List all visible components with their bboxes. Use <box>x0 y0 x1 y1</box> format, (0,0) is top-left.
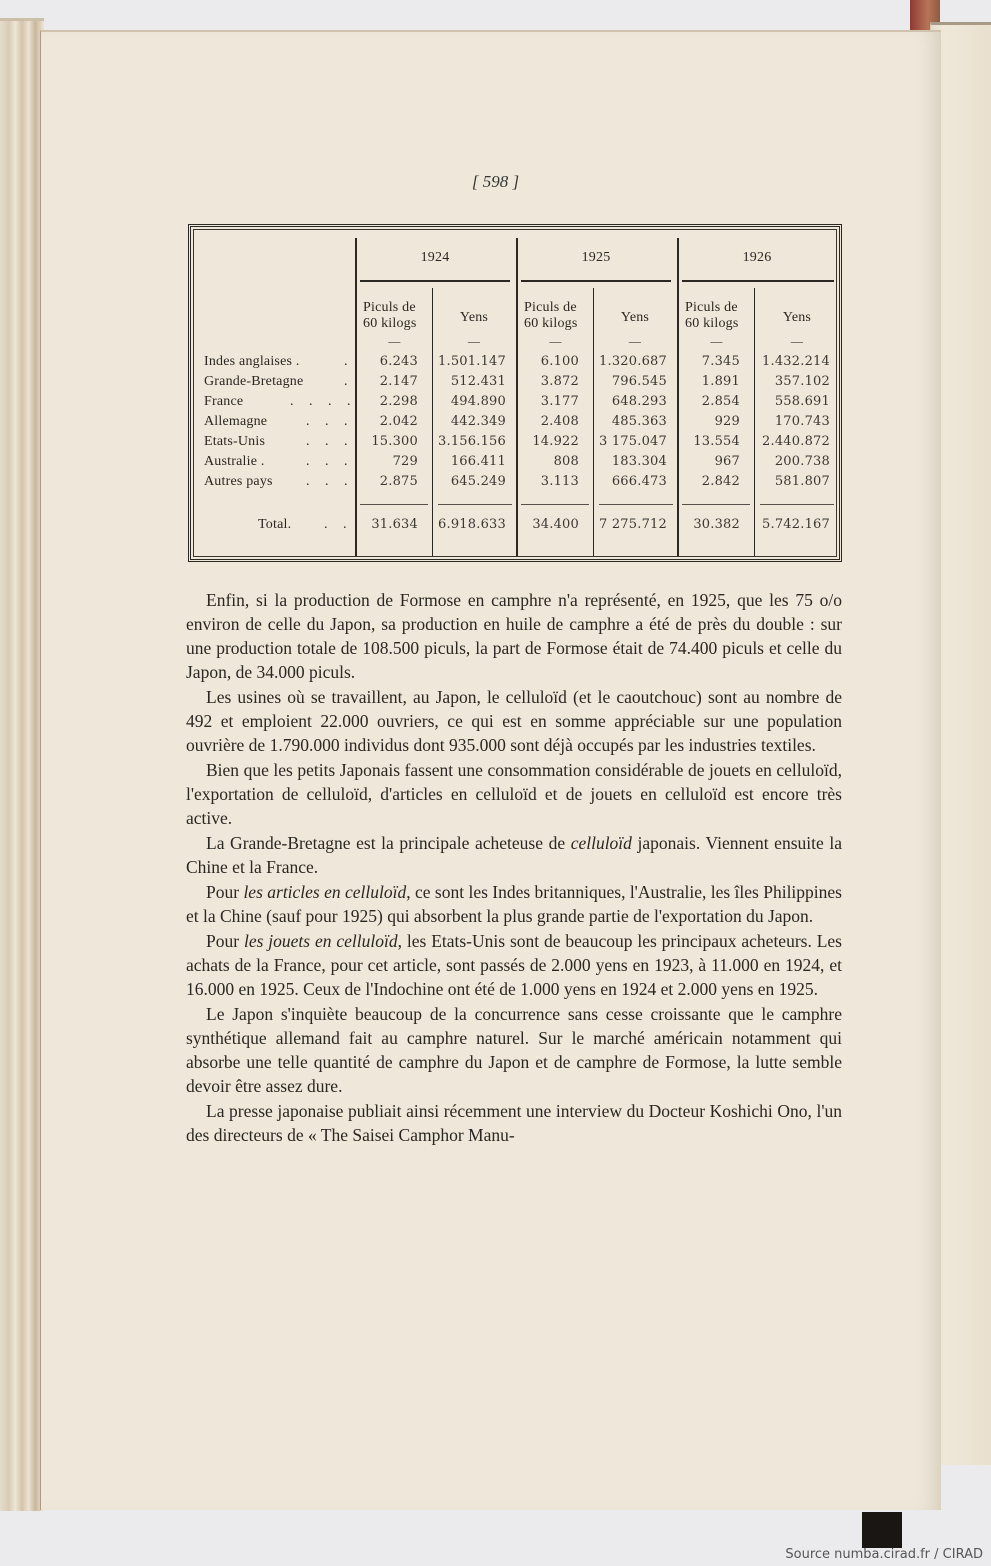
cell-1926-piculs: 929 <box>714 414 740 429</box>
cell-1924-yens: 442.349 <box>450 414 506 429</box>
cell-1926-piculs: 1.891 <box>701 374 740 389</box>
total-rule <box>360 504 428 505</box>
leader-dots: . . . <box>306 434 354 449</box>
header-dash: — <box>790 334 804 348</box>
cell-1925-piculs: 3.872 <box>540 374 579 389</box>
table-row <box>194 434 836 454</box>
unit-yens: Yens <box>782 310 812 325</box>
paragraph: Le Japon s'inquiète beaucoup de la concurrence sans cesse croissante que le camphre synthétique allemand fait au camphre naturel. Sur le marché américain notamment qui absorbe une telle quantité de camphre du Japon et de camphre de Formose, la lutte semble devoir être assez dure. <box>186 1004 842 1096</box>
cell-1925-piculs: 808 <box>553 454 579 469</box>
cell-1925-piculs: 6.100 <box>540 354 579 369</box>
cell-1924-piculs: 2.042 <box>379 414 418 429</box>
row-label: Autres pays <box>204 474 273 489</box>
cell-1924-yens: 1.501.147 <box>438 354 506 369</box>
paragraph: Enfin, si la production de Formose en camphre n'a représenté, en 1925, que les 75 o/o environ de celle du Japon, sa production en huile de camphre a été de près du double : sur une production totale de 108.500 piculs, la part de Formose était de 74.400 piculs et celle du Japon, de 34.000 piculs. <box>186 590 842 682</box>
year-underline <box>521 280 671 282</box>
year-header-1924: 1924 <box>420 250 450 265</box>
unit-piculs: Piculs de 60 kilogs <box>685 300 739 331</box>
cell-1925-piculs: 2.408 <box>540 414 579 429</box>
header-dash: — <box>467 334 481 348</box>
leader-dots: . . . <box>306 414 354 429</box>
table-row <box>194 354 836 374</box>
total-1926-piculs: 30.382 <box>693 517 740 532</box>
row-label: France <box>204 394 244 409</box>
cell-1926-piculs: 2.842 <box>701 474 740 489</box>
cell-1925-piculs: 3.177 <box>540 394 579 409</box>
cell-1925-yens: 485.363 <box>611 414 667 429</box>
table-row <box>194 374 836 394</box>
leader-dots: . . <box>324 517 353 532</box>
row-label: Allemagne <box>204 414 268 429</box>
year-underline <box>682 280 834 282</box>
table-row <box>194 454 836 474</box>
row-label: Etats-Unis <box>204 434 266 449</box>
paragraph: Bien que les petits Japonais fassent une consommation considérable de jouets en celluloïd, l'exportation de celluloïd, d'articles en celluloïd et de jouets en celluloïd est encore très active. <box>186 760 842 828</box>
cell-1925-yens: 648.293 <box>611 394 667 409</box>
header-dash: — <box>388 334 401 348</box>
total-rule <box>760 504 834 505</box>
cell-1926-piculs: 2.854 <box>701 394 740 409</box>
header-dash: — <box>549 334 562 348</box>
leader-dots: . . . <box>306 454 354 469</box>
cell-1925-piculs: 14.922 <box>532 434 579 449</box>
paragraph: Pour les articles en celluloïd, ce sont les Indes britanniques, l'Australie, les îles Philippines et la Chine (sauf pour 1925) qui absorbent la plus grande partie de l'exportation du Japon. <box>186 882 842 926</box>
cell-1924-yens: 494.890 <box>450 394 506 409</box>
year-header-1925: 1925 <box>581 250 611 265</box>
unit-piculs: Piculs de 60 kilogs <box>524 300 578 331</box>
cell-1925-yens: 1.320.687 <box>599 354 667 369</box>
table-row <box>194 414 836 434</box>
total-1925-yens: 7 275.712 <box>599 517 667 532</box>
leader-dots: . <box>344 374 348 389</box>
body-text <box>186 588 842 1148</box>
row-label: Australie . <box>204 454 265 469</box>
paragraph: Les usines où se travaillent, au Japon, le celluloïd (et le caoutchouc) sont au nombre de 492 et emploient 22.000 ouvriers, ce qui est en somme appréciable sur une population ouvrière de 1.790.000 individus dont 935.000 sont déjà occupés par les industries textiles. <box>186 687 842 755</box>
total-1925-piculs: 34.400 <box>532 517 579 532</box>
cell-1926-yens: 357.102 <box>774 374 830 389</box>
book-spine-shadow <box>862 1512 902 1548</box>
year-underline <box>360 280 510 282</box>
cell-1924-piculs: 15.300 <box>371 434 418 449</box>
cell-1924-piculs: 2.147 <box>379 374 418 389</box>
total-rule <box>599 504 673 505</box>
cell-1925-piculs: 3.113 <box>540 474 579 489</box>
cell-1926-piculs: 7.345 <box>701 354 740 369</box>
row-label: Indes anglaises . <box>204 354 300 369</box>
cell-1926-yens: 200.738 <box>774 454 830 469</box>
cell-1925-yens: 796.545 <box>611 374 667 389</box>
paragraph: La presse japonaise publiait ainsi récemment une interview du Docteur Koshichi Ono, l'un des directeurs de « The Saisei Camphor Manu- <box>186 1101 842 1145</box>
cell-1924-yens: 645.249 <box>450 474 506 489</box>
cell-1924-yens: 3.156.156 <box>438 434 506 449</box>
cell-1926-piculs: 13.554 <box>693 434 740 449</box>
cell-1924-yens: 166.411 <box>450 454 506 469</box>
cell-1926-piculs: 967 <box>714 454 740 469</box>
cell-1926-yens: 558.691 <box>774 394 830 409</box>
row-label: Grande-Bretagne <box>204 374 304 389</box>
total-rule <box>438 504 512 505</box>
header-dash: — <box>628 334 642 348</box>
cell-1924-piculs: 729 <box>392 454 418 469</box>
cell-1926-yens: 1.432.214 <box>762 354 830 369</box>
cell-1925-yens: 3 175.047 <box>599 434 667 449</box>
total-1926-yens: 5.742.167 <box>762 517 830 532</box>
table-row <box>194 394 836 414</box>
table-body <box>193 229 837 557</box>
cell-1926-yens: 581.807 <box>774 474 830 489</box>
source-caption: Source numba.cirad.fr / CIRAD <box>785 1547 983 1562</box>
cell-1924-yens: 512.431 <box>450 374 506 389</box>
unit-yens: Yens <box>459 310 489 325</box>
table-row-total <box>194 517 836 537</box>
leader-dots: . . . <box>306 474 354 489</box>
paragraph: Pour les jouets en celluloïd, les Etats-Unis sont de beaucoup les principaux acheteurs. Les achats de la France, pour cet article, sont passés de 2.000 yens en 1923, à 11.000 en 1924, et 16.000 en 1925. Ceux de l'Indochine ont été de 1.000 yens en 1924 et 2.000 yens en 1925. <box>186 931 842 999</box>
cell-1924-piculs: 6.243 <box>379 354 418 369</box>
unit-piculs: Piculs de 60 kilogs <box>363 300 417 331</box>
year-header-1926: 1926 <box>742 250 772 265</box>
leader-dots: . . . . <box>290 394 357 409</box>
cell-1925-yens: 666.473 <box>611 474 667 489</box>
total-1924-piculs: 31.634 <box>371 517 418 532</box>
table-row <box>194 474 836 494</box>
total-rule <box>682 504 750 505</box>
paragraph: La Grande-Bretagne est la principale acheteuse de celluloïd japonais. Viennent ensuite la Chine et la France. <box>186 833 842 877</box>
export-table <box>188 224 842 562</box>
total-rule <box>521 504 589 505</box>
header-dash: — <box>710 334 723 348</box>
total-label: Total. <box>258 517 292 532</box>
cell-1925-yens: 183.304 <box>611 454 667 469</box>
cell-1924-piculs: 2.875 <box>379 474 418 489</box>
cell-1926-yens: 170.743 <box>774 414 830 429</box>
book-page-stack <box>0 18 44 1511</box>
cell-1924-piculs: 2.298 <box>379 394 418 409</box>
cell-1926-yens: 2.440.872 <box>762 434 830 449</box>
total-1924-yens: 6.918.633 <box>438 517 506 532</box>
page-number: [ 598 ] <box>471 172 520 191</box>
unit-yens: Yens <box>620 310 650 325</box>
leader-dots: . <box>344 354 348 369</box>
